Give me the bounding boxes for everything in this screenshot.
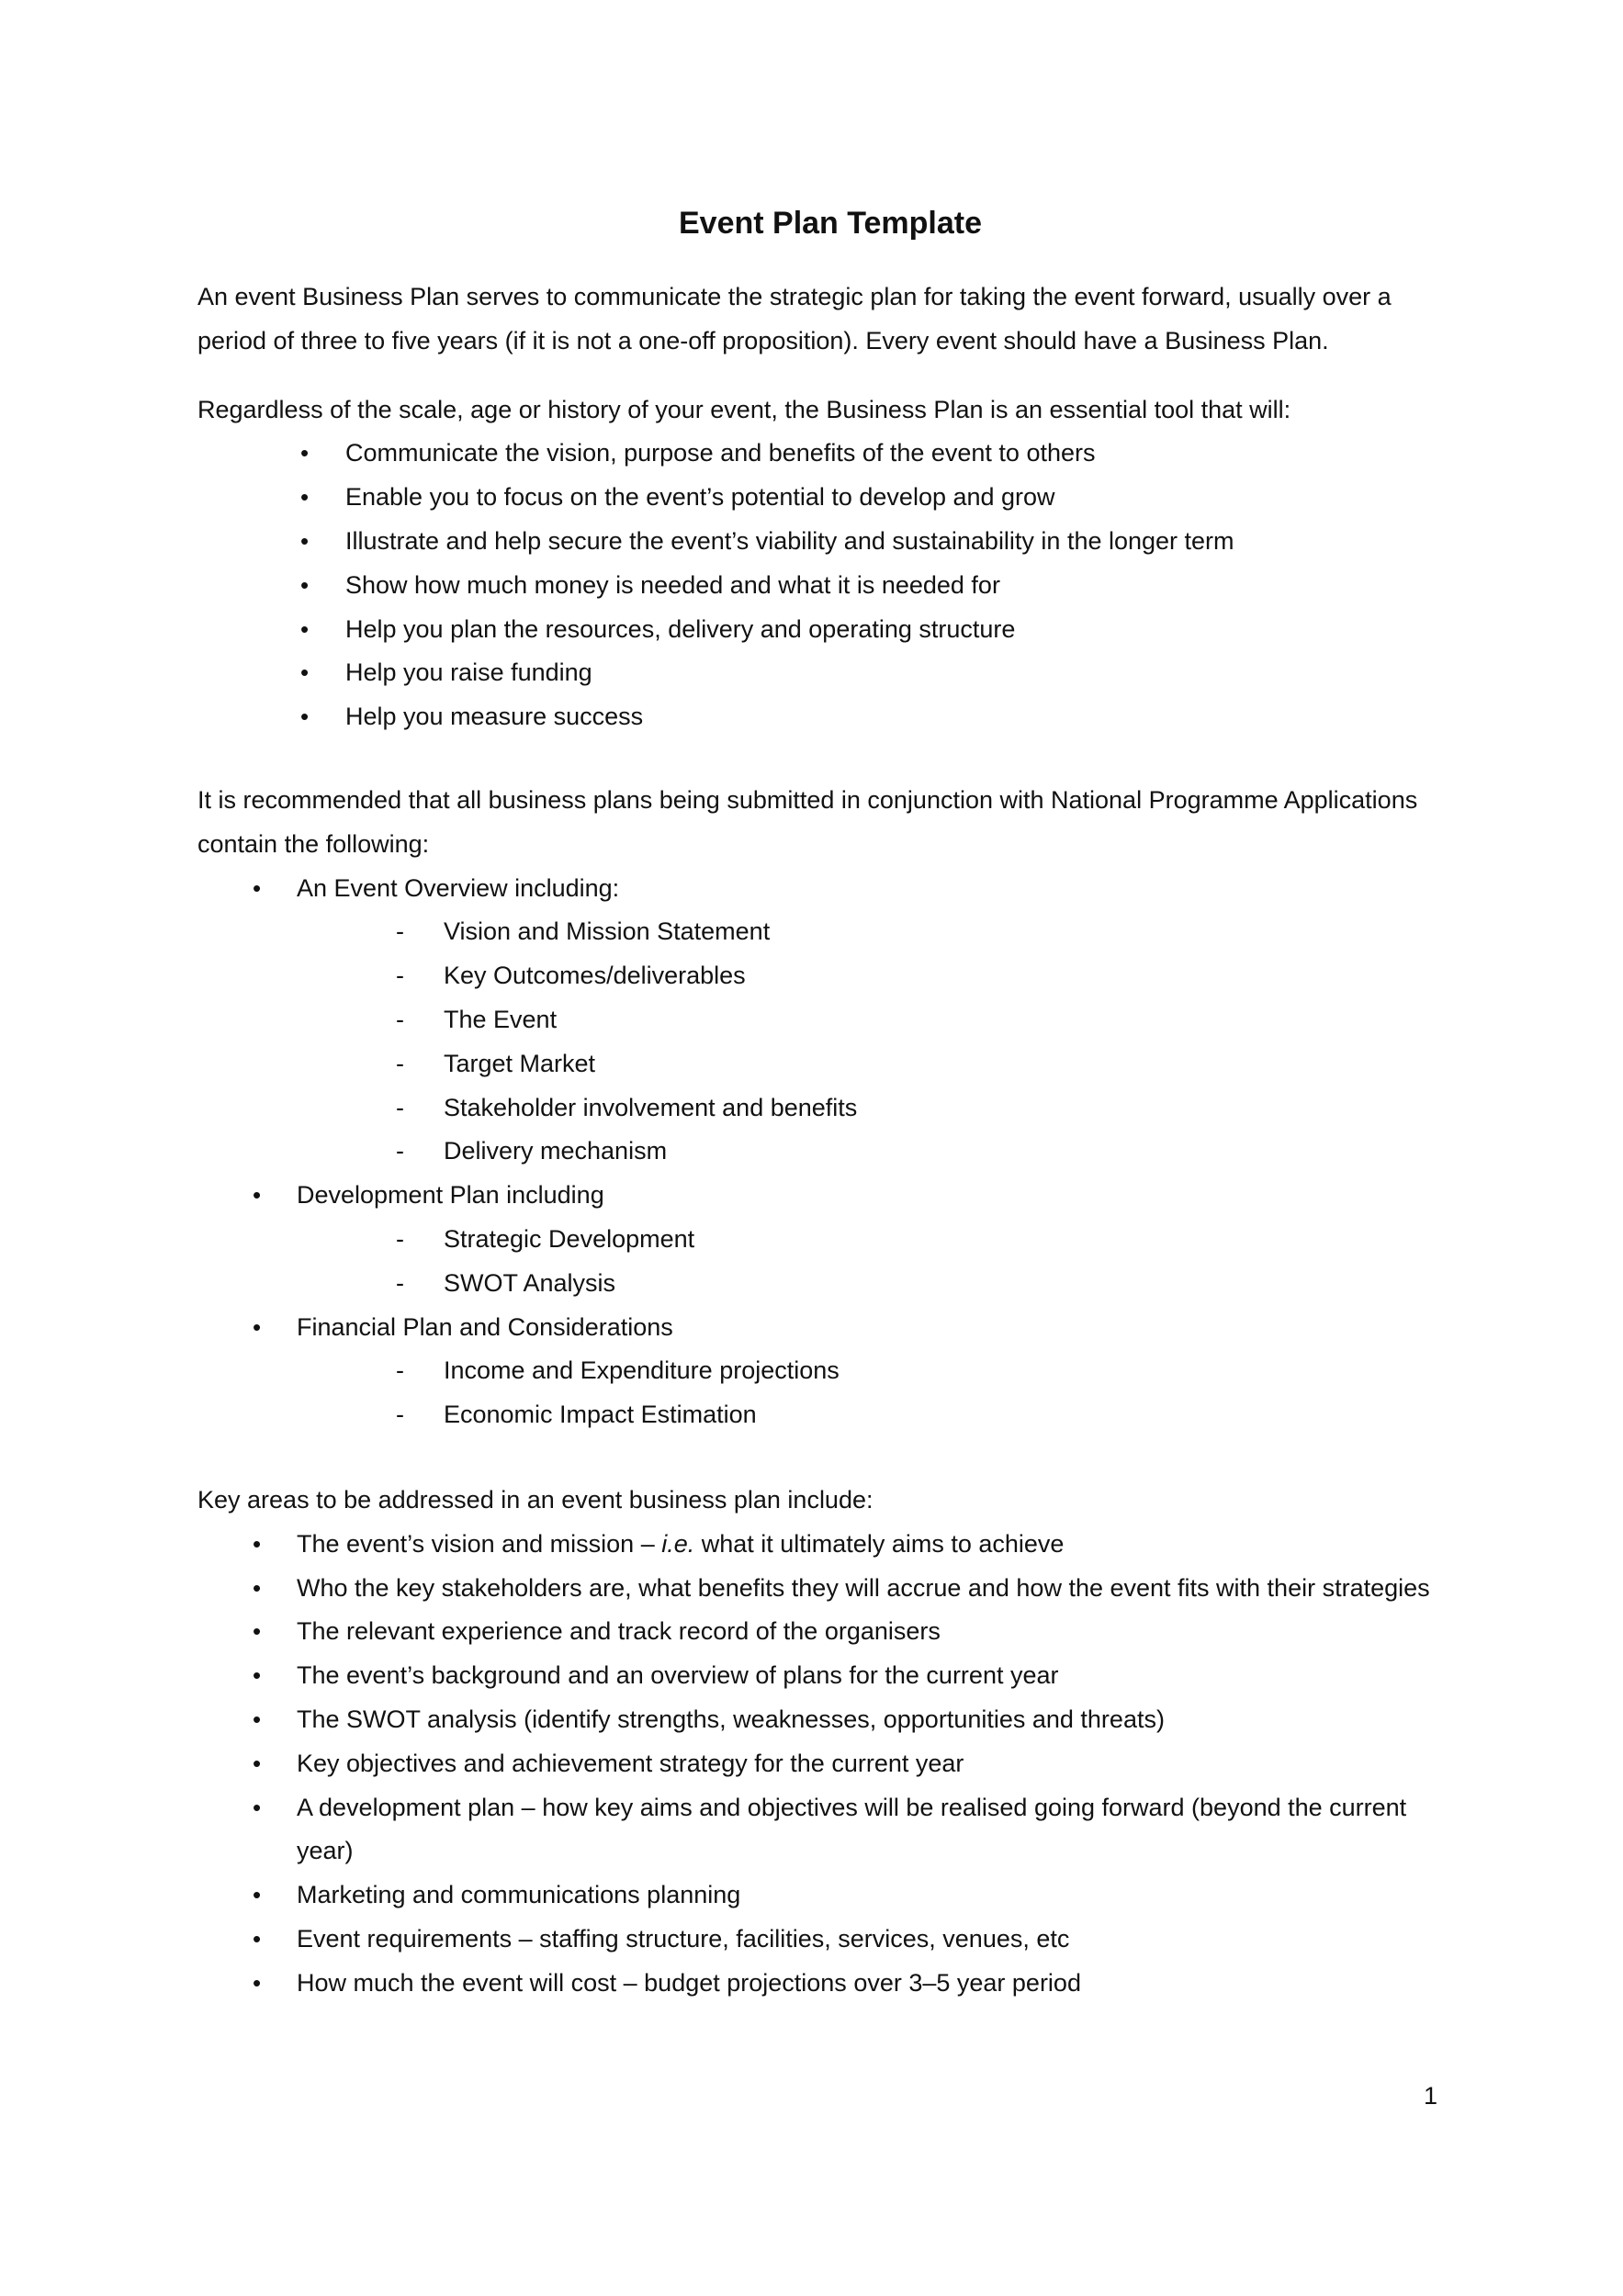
- bullet-icon: •: [300, 570, 310, 599]
- purpose-lead: Regardless of the scale, age or history of your event, the Business Plan is an essential tool that will:: [197, 395, 1291, 423]
- list-item-text: Event requirements – staffing structure, facilities, services, venues, etc: [297, 1924, 1070, 1953]
- list-item-italic: i.e.: [661, 1529, 695, 1558]
- page-title: Event Plan Template: [678, 206, 983, 241]
- purpose-list: [197, 432, 1445, 739]
- list-item: [197, 867, 1445, 1175]
- sub-list-item-text: Vision and Mission Statement: [444, 917, 771, 946]
- sub-list-item: [297, 1262, 1445, 1306]
- sub-list-item-text: SWOT Analysis: [444, 1268, 616, 1297]
- list-item: [197, 1174, 1445, 1305]
- bullet-icon: •: [300, 703, 310, 731]
- intro-paragraph: An event Business Plan serves to communicate the strategic plan for taking the event forward, usually over a period of three to five years (if it is not a one-off proposition). Every event should have a Business Plan.: [197, 283, 1392, 355]
- sub-list-item-text: Key Outcomes/deliverables: [444, 962, 746, 990]
- list-item: [197, 1610, 1445, 1654]
- dash-icon: -: [396, 1137, 404, 1165]
- list-item-text: How much the event will cost – budget projections over 3–5 year period: [297, 1968, 1081, 1997]
- list-item: [197, 1306, 1445, 1437]
- list-item-text: Key objectives and achievement strategy for the current year: [297, 1749, 964, 1777]
- bullet-icon: •: [253, 1749, 262, 1777]
- bullet-icon: •: [253, 1181, 262, 1210]
- sub-list-item: [297, 998, 1445, 1042]
- bullet-icon: •: [253, 1573, 262, 1602]
- dash-icon: -: [396, 1268, 404, 1297]
- list-item: [197, 1786, 1445, 1874]
- bullet-icon: •: [253, 873, 262, 902]
- dash-icon: -: [396, 1224, 404, 1253]
- list-item-text: A development plan – how key aims and objectives will be realised going forward (beyond the current year): [297, 1793, 1407, 1865]
- list-item: [197, 1523, 1445, 1567]
- list-item: [197, 1654, 1445, 1698]
- list-item: [197, 564, 1445, 608]
- list-item: [197, 432, 1445, 476]
- page-number: 1: [1423, 2082, 1437, 2110]
- list-item-text: The SWOT analysis (identify strengths, weaknesses, opportunities and threats): [297, 1705, 1165, 1733]
- sub-list-item: [297, 1349, 1445, 1393]
- sub-list-item-text: Strategic Development: [444, 1224, 695, 1253]
- list-item-text: Communicate the vision, purpose and benefits of the event to others: [345, 439, 1096, 467]
- sub-list-item-text: Target Market: [444, 1049, 596, 1077]
- sub-list-item: [297, 1130, 1445, 1174]
- bullet-icon: •: [253, 1793, 262, 1821]
- sub-list: [297, 1218, 1445, 1306]
- list-item: [197, 695, 1445, 739]
- list-item: [197, 1567, 1445, 1611]
- list-item-text: Financial Plan and Considerations: [297, 1312, 673, 1341]
- bullet-icon: •: [300, 526, 310, 555]
- list-item: [197, 608, 1445, 652]
- list-item: [197, 1874, 1445, 1918]
- sub-list: [297, 910, 1445, 1174]
- sub-list-item: [297, 1218, 1445, 1262]
- bullet-icon: •: [253, 1312, 262, 1341]
- sub-list-item-text: Economic Impact Estimation: [444, 1401, 757, 1429]
- list-item-text: Development Plan including: [297, 1181, 604, 1210]
- bullet-icon: •: [253, 1529, 262, 1558]
- dash-icon: -: [396, 1356, 404, 1385]
- recommend-list: [197, 867, 1445, 1437]
- list-item-text: Show how much money is needed and what it is needed for: [345, 570, 1000, 599]
- list-item-text: Help you raise funding: [345, 658, 592, 687]
- list-item-text: Who the key stakeholders are, what benefits they will accrue and how the event fits with their strategies: [297, 1573, 1430, 1602]
- bullet-icon: •: [253, 1617, 262, 1646]
- dash-icon: -: [396, 1401, 404, 1429]
- list-item-text: Help you plan the resources, delivery and operating structure: [345, 614, 1016, 643]
- bullet-icon: •: [300, 439, 310, 467]
- dash-icon: -: [396, 1005, 404, 1033]
- list-item-text: An Event Overview including:: [297, 873, 620, 902]
- dash-icon: -: [396, 1049, 404, 1077]
- recommend-lead: It is recommended that all business plans being submitted in conjunction with National Programme Applications contain the following:: [197, 785, 1418, 858]
- sub-list-item-text: Delivery mechanism: [444, 1137, 668, 1165]
- list-item: [197, 1962, 1445, 2006]
- list-item-text: The relevant experience and track record of the organisers: [297, 1617, 941, 1646]
- list-item-text: Illustrate and help secure the event’s viability and sustainability in the longer term: [345, 526, 1234, 555]
- bullet-icon: •: [253, 1705, 262, 1733]
- sub-list-item: [297, 910, 1445, 954]
- list-item-text: The event’s background and an overview of plans for the current year: [297, 1661, 1059, 1690]
- list-item-text: what it ultimately aims to achieve: [694, 1529, 1065, 1558]
- list-item-text: The event’s vision and mission –: [297, 1529, 662, 1558]
- sub-list-item-text: Stakeholder involvement and benefits: [444, 1093, 858, 1121]
- sub-list: [297, 1349, 1445, 1437]
- bullet-icon: •: [253, 1924, 262, 1953]
- dash-icon: -: [396, 962, 404, 990]
- list-item-text: Enable you to focus on the event’s potential to develop and grow: [345, 483, 1055, 512]
- list-item: [197, 1698, 1445, 1742]
- list-item: [197, 520, 1445, 564]
- bullet-icon: •: [253, 1661, 262, 1690]
- sub-list-item: [297, 954, 1445, 998]
- document-body: [197, 201, 1445, 2005]
- list-item: [197, 1742, 1445, 1786]
- sub-list-item-text: The Event: [444, 1005, 558, 1033]
- sub-list-item: [297, 1393, 1445, 1437]
- list-item: [197, 476, 1445, 520]
- dash-icon: -: [396, 1093, 404, 1121]
- list-item-text: Marketing and communications planning: [297, 1881, 741, 1909]
- list-item: [197, 1918, 1445, 1962]
- key-areas-list: [197, 1523, 1445, 2006]
- bullet-icon: •: [253, 1968, 262, 1997]
- list-item: [197, 651, 1445, 695]
- sub-list-item-text: Income and Expenditure projections: [444, 1356, 840, 1385]
- list-item-text: Help you measure success: [345, 703, 644, 731]
- bullet-icon: •: [300, 614, 310, 643]
- dash-icon: -: [396, 917, 404, 946]
- sub-list-item: [297, 1042, 1445, 1086]
- bullet-icon: •: [253, 1881, 262, 1909]
- key-areas-lead: Key areas to be addressed in an event business plan include:: [197, 1485, 873, 1514]
- bullet-icon: •: [300, 658, 310, 687]
- bullet-icon: •: [300, 483, 310, 512]
- sub-list-item: [297, 1086, 1445, 1131]
